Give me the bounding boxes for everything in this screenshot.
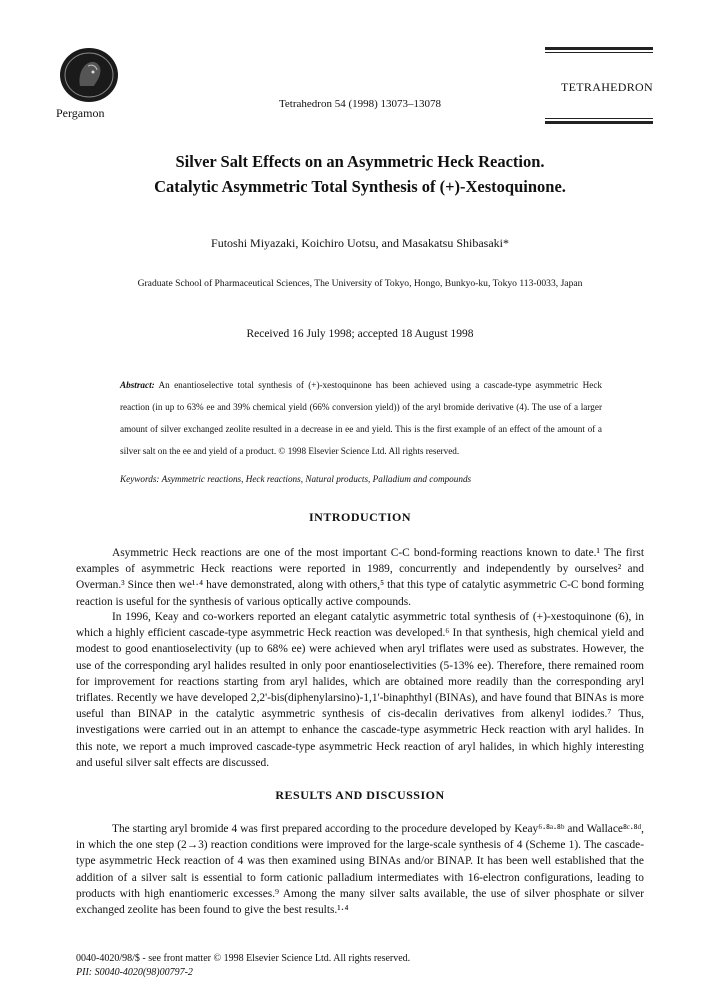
paragraph-text: In 1996, Keay and co-workers reported an elegant catalytic asymmetric total synthesis of (+)-xestoquinone (6), in which a highly efficient cascade-type asymmetric Heck reaction was developed.⁶ In that synthesis, high chemical yield and modest to good enantioselectivity (up to 68% ee) were achieved when aryl triflates were used as substrates. However, the use of the corresponding aryl halides resulted in only poor enantioselectivities (5-13% ee). Therefore, there remained room for improvement for reactions starting from aryl halides, which are obtained more readily than the corresponding aryl triflates. Recently we have developed 2,2'-bis(diphenylarsino)-1,1'-binaphthyl (BINAs), and have found that BINAs is more useful than BINAP in the catalytic asymmetric synthesis of cis-decalin derivatives from alkenyl iodides.⁷ Thus, investigations were carried out in an attempt to enhance the cascade-type asymmetric Heck reaction with aryl halides. In this note, we report a much improved cascade-type asymmetric Heck reaction of aryl halides, in which highly interesting and useful silver salt effects are discussed. — [76, 611, 644, 769]
footer-copyright: 0040-4020/98/$ - see front matter © 1998 Elsevier Science Ltd. All rights reserved. — [76, 953, 411, 964]
abstract-text: An enantioselective total synthesis of (+)-xestoquinone has been achieved using a cascade-type asymmetric Heck reaction (in up to 63% ee and 39% chemical yield (66% conversion yield)) of the aryl bromide derivative (4). The use of a larger amount of silver exchanged zeolite resulted in a decrease in ee and yield. This is the first example of an effect of the amount of a silver salt on the ee and yield of a product. © 1998 Elsevier Science Ltd. All rights reserved. — [120, 380, 602, 456]
publisher-name: Pergamon — [56, 106, 105, 120]
received-dates: Received 16 July 1998; accepted 18 August 1998 — [246, 328, 474, 340]
header-rule — [545, 47, 653, 50]
affiliation: Graduate School of Pharmaceutical Sciences, The University of Tokyo, Hongo, Bunkyo-ku, Tokyo 113-0033, Japan — [137, 278, 583, 289]
authors: Futoshi Miyazaki, Koichiro Uotsu, and Masakatsu Shibasaki* — [211, 236, 509, 250]
header-rule — [545, 121, 653, 124]
paper-title-line-1: Silver Salt Effects on an Asymmetric Heck Reaction. — [175, 152, 545, 171]
paragraph — [76, 545, 644, 610]
section-heading-introduction: INTRODUCTION — [308, 510, 411, 524]
journal-name: TETRAHEDRON — [561, 80, 653, 94]
abstract — [120, 374, 602, 462]
journal-citation: Tetrahedron 54 (1998) 13073–13078 — [278, 98, 442, 110]
paragraph-text: The starting aryl bromide 4 was first prepared according to the procedure developed by Keay⁶·⁸ᵃ·⁸ᵇ and Wallace⁸ᶜ·⁸ᵈ, in which the one step (2→3) reaction conditions were improved for the large-scale synthesis of 4 (Scheme 1). The cascade-type asymmetric Heck reaction of 4 was then examined using BINAs and/or BINAP. It has been well established that the addition of a silver salt is essential to form cationic palladium intermediates with 16-electron configurations, leading to products with high enantiomeric excesses.⁹ Among the many silver salts available, the use of silver phosphate or silver exchanged zeolite has been found to give the best results.¹·⁴ — [76, 823, 644, 917]
paper-title-line-2: Catalytic Asymmetric Total Synthesis of (+)-Xestoquinone. — [154, 177, 566, 196]
keywords: Keywords: Asymmetric reactions, Heck reactions, Natural products, Palladium and compounds — [120, 474, 472, 484]
abstract-label: Abstract: — [120, 380, 155, 390]
paragraph-text: Asymmetric Heck reactions are one of the most important C-C bond-forming reactions known to date.¹ The first examples of asymmetric Heck reactions were reported in 1989, concurrently and independently by ourselves² and Overman.³ Since then we¹·⁴ have demonstrated, along with others,⁵ that this type of catalytic asymmetric C-C bond forming reaction is useful for the synthesis of various optically active compounds. — [76, 547, 644, 608]
publisher-logo-seal — [58, 46, 120, 104]
footer-pii: PII: S0040-4020(98)00797-2 — [76, 967, 193, 978]
header-rule — [545, 52, 653, 53]
paragraph — [76, 609, 644, 771]
paragraph — [76, 821, 644, 918]
header-rule — [545, 118, 653, 119]
section-heading-results: RESULTS AND DISCUSSION — [275, 788, 445, 802]
footer — [76, 952, 410, 980]
